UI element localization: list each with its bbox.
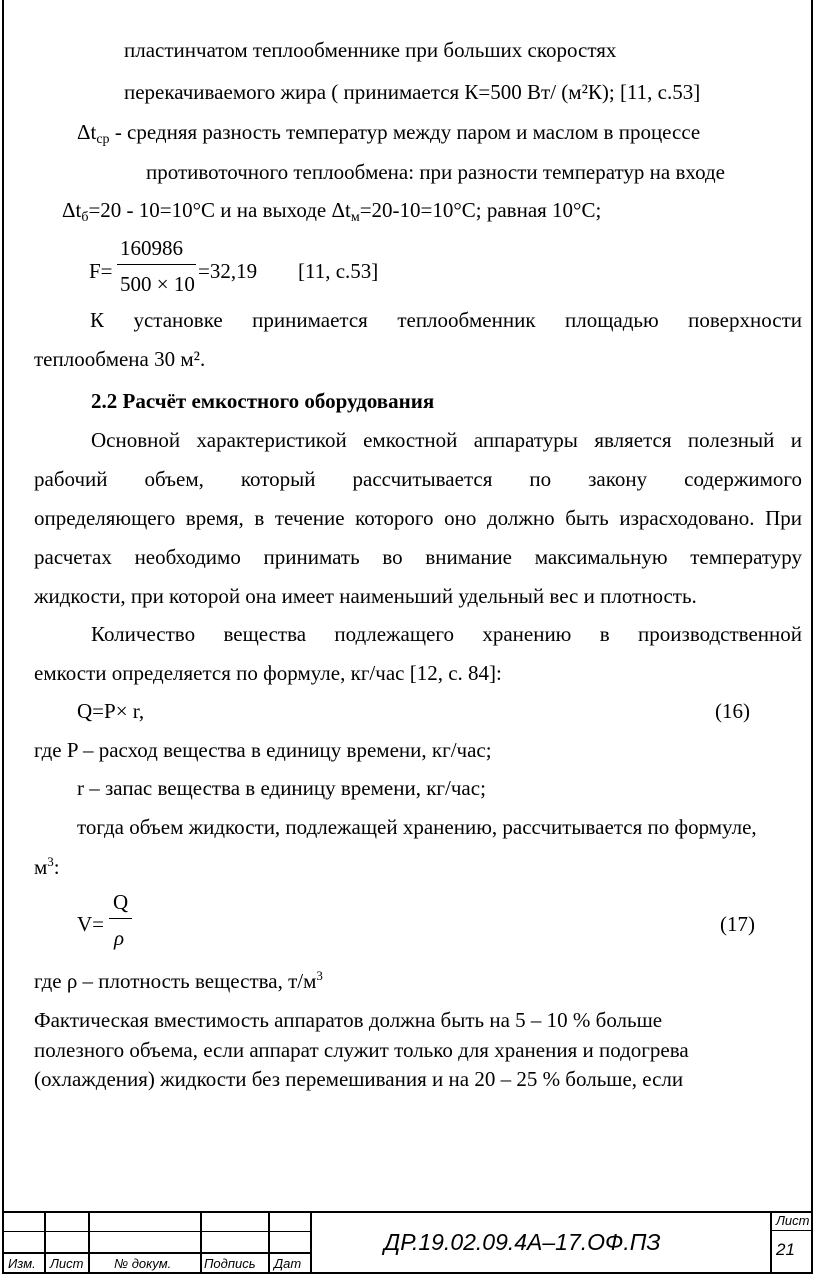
fraction-bar <box>109 918 132 919</box>
paragraph-line: тогда объем жидкости, подлежащей хранению, рассчитывается по формуле, <box>77 815 757 839</box>
title-block <box>4 1211 811 1274</box>
text-line-delta-tcp: $\Delta t_{ср}$ - средняя разность температур между паром и маслом в процессе <box>77 120 701 147</box>
text-line: противоточного теплообмена: при разности температур на входе <box>146 160 726 184</box>
where-line-density: где ρ – плотность вещества, $т/м^3$ <box>34 968 323 993</box>
fraction-bar <box>117 264 196 265</box>
title-block-date: Дат <box>274 1256 302 1271</box>
where-line: r – запас вещества в единицу времени, кг/час; <box>77 776 486 800</box>
text-line: пластинчатом теплообменнике при больших скоростях <box>124 38 617 62</box>
title-block-doc-number: № докум. <box>114 1256 172 1271</box>
paragraph-line: теплообмена 30 м². <box>34 347 206 371</box>
paragraph-line: емкости определяется по формуле, кг/час [12, с. 84]: <box>34 661 502 685</box>
paragraph-line: Фактическая вместимость аппаратов должна быть на 5 – 10 % больше <box>34 1008 663 1032</box>
formula-f-denominator: 500 × 10 <box>120 272 195 296</box>
formula-v-denominator: ρ <box>114 926 125 950</box>
formula-v-lhs: V= <box>77 912 105 936</box>
formula-f-numerator: 160986 <box>120 236 183 260</box>
title-block-signature: Подпись <box>204 1256 256 1271</box>
sheet-number: 21 <box>776 1240 795 1259</box>
paragraph-line: рабочий объем, который рассчитывается по закону содержимого <box>34 467 802 491</box>
sheet-label: Лист <box>776 1213 810 1228</box>
equation-16: Q=P× r, <box>77 699 145 723</box>
document-code: ДР.19.02.09.4А–17.ОФ.ПЗ <box>384 1229 661 1255</box>
paragraph-line: расчетах необходимо принимать во внимание максимальную температуру <box>34 545 802 569</box>
formula-f-result: =32,19 <box>198 259 258 283</box>
formula-f-reference: [11, с.53] <box>298 259 379 283</box>
formula-v-numerator: Q <box>113 890 129 914</box>
paragraph-line: Основной характеристикой емкостной аппаратуры является полезный и <box>91 428 802 452</box>
paragraph-line-unit: $м^3$: <box>34 854 60 879</box>
formula-f-lhs: F= <box>89 259 113 283</box>
text-line: перекачиваемого жира ( принимается К=500 Вт/ (м²К); [11, с.53] <box>124 80 701 104</box>
paragraph-line: полезного объема, если аппарат служит только для хранения и подогрева <box>34 1038 689 1062</box>
paragraph-line: жидкости, при которой она имеет наименьший удельный вес и плотность. <box>34 584 697 608</box>
equation-16-number: (16) <box>715 699 750 723</box>
paragraph-line: определяющего время, в течение которого оно должно быть израсходовано. При <box>34 506 802 530</box>
paragraph-line: (охлаждения) жидкости без перемешивания и на 20 – 25 % больше, если <box>34 1067 684 1091</box>
title-block-izm: Изм. <box>8 1256 36 1271</box>
title-block-list: Лист <box>50 1256 84 1271</box>
where-line: где P – расход вещества в единицу времени, кг/час; <box>34 738 492 762</box>
paragraph-line: Количество вещества подлежащего хранению в производственной <box>91 622 802 646</box>
section-heading: 2.2 Расчёт емкостного оборудования <box>91 389 435 413</box>
paragraph-line: К установке принимается теплообменник площадью поверхности <box>90 308 802 332</box>
text-line-delta-tb: $\Delta t_б=20 - 10=10^\circ С$ и на выходе $\Delta t_м=20-10=10^\circ С$; равная 10°С; <box>62 198 602 225</box>
equation-17-number: (17) <box>720 912 755 936</box>
